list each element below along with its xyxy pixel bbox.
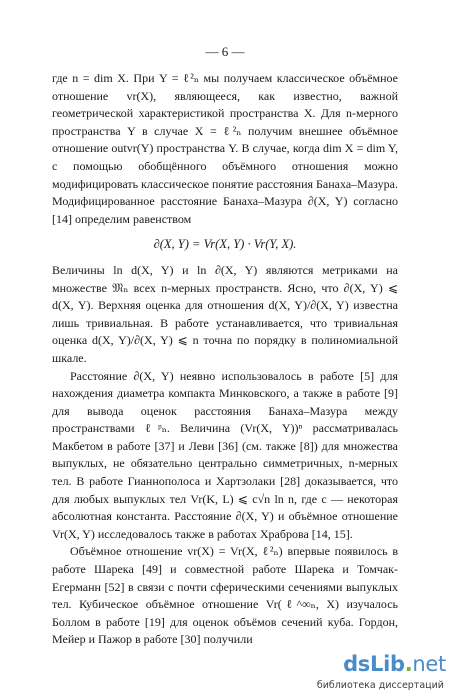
site-watermark	[300, 652, 450, 698]
paragraph-2: Величины ln d(X, Y) и ln ∂(X, Y) являются метриками на множестве 𝔐ₙ всех n-мерных пространств. Ясно, что ∂(X, Y) ⩽ d(X, Y). Верхняя оценка для отношения d(X, Y)/∂(X, Y) известна лишь тривиальная. В работе устанавливается, что тривиальная оценка d(X, Y)/∂(X, Y) ⩽ n точна по порядку в полиномиальной шкале.	[52, 262, 398, 365]
document-body	[52, 70, 398, 649]
logo-dot: .	[404, 652, 413, 676]
dslib-logo	[343, 652, 446, 676]
page-number: — 6 —	[205, 44, 245, 59]
paragraph-3: Расстояние ∂(X, Y) неявно использовалось в работе [5] для нахождения диаметра компакта Минковского, а также в работе [9] для вывода оценок расстояния Банаха–Мазура между пространствами ℓᵖₙ. Величина (Vr(X, Y))ⁿ рассматривалась Макбетом в работе [37] и Леви [36] (см. также [8]) для множества выпуклых, не обязательно центрально симметричных, n-мерных тел. В работе Гианнополоса и Хартзолаки [28] доказывается, что для любых выпуклых тел Vr(K, L) ⩽ c√n ln n, где c — некоторая абсолютная константа. Расстояние ∂(X, Y) и объёмное отношение Vr(X, Y) исследовалось также в работах Храброва [14, 15].	[52, 368, 398, 541]
paragraph-4: Объёмное отношение vr(X) = Vr(X, ℓ²ₙ) впервые появилось в работе Шарека [49] и совместной работе Шарека и Томчак-Егерманн [52] в связи с почти сферическими сечениями выпуклых тел. Кубическое объёмное отношение Vr(ℓ^∞ₙ, X) изучалось Боллом в работе [19] для оценок объёмов сечений куба. Гордон, Мейер и Пажор в работе [30] получили	[52, 544, 398, 647]
logo-tld: net	[412, 652, 446, 676]
formula-modified-distance: ∂(X, Y) = Vr(X, Y) · Vr(Y, X).	[153, 237, 297, 252]
logo-main: dsLib	[343, 652, 405, 676]
paragraph-1: где n = dim X. При Y = ℓ²ₙ мы получаем классическое объёмное отношение vr(X), являющееся, как известно, важной геометрической характеристикой пространства X. Для n-мерного пространства Y в случае X = ℓ²ₙ получим внешнее объёмное отношение outvr(Y) пространства Y. В случае, когда dim X = dim Y, с помощью обобщённого объёмного отношения можно модифицировать классическое понятие расстояния Банаха–Мазура. Модифицированное расстояние Банаха–Мазура ∂(X, Y) согласно [14] определим равенством	[52, 71, 398, 226]
watermark-caption: библиотека диссертаций	[316, 680, 444, 691]
